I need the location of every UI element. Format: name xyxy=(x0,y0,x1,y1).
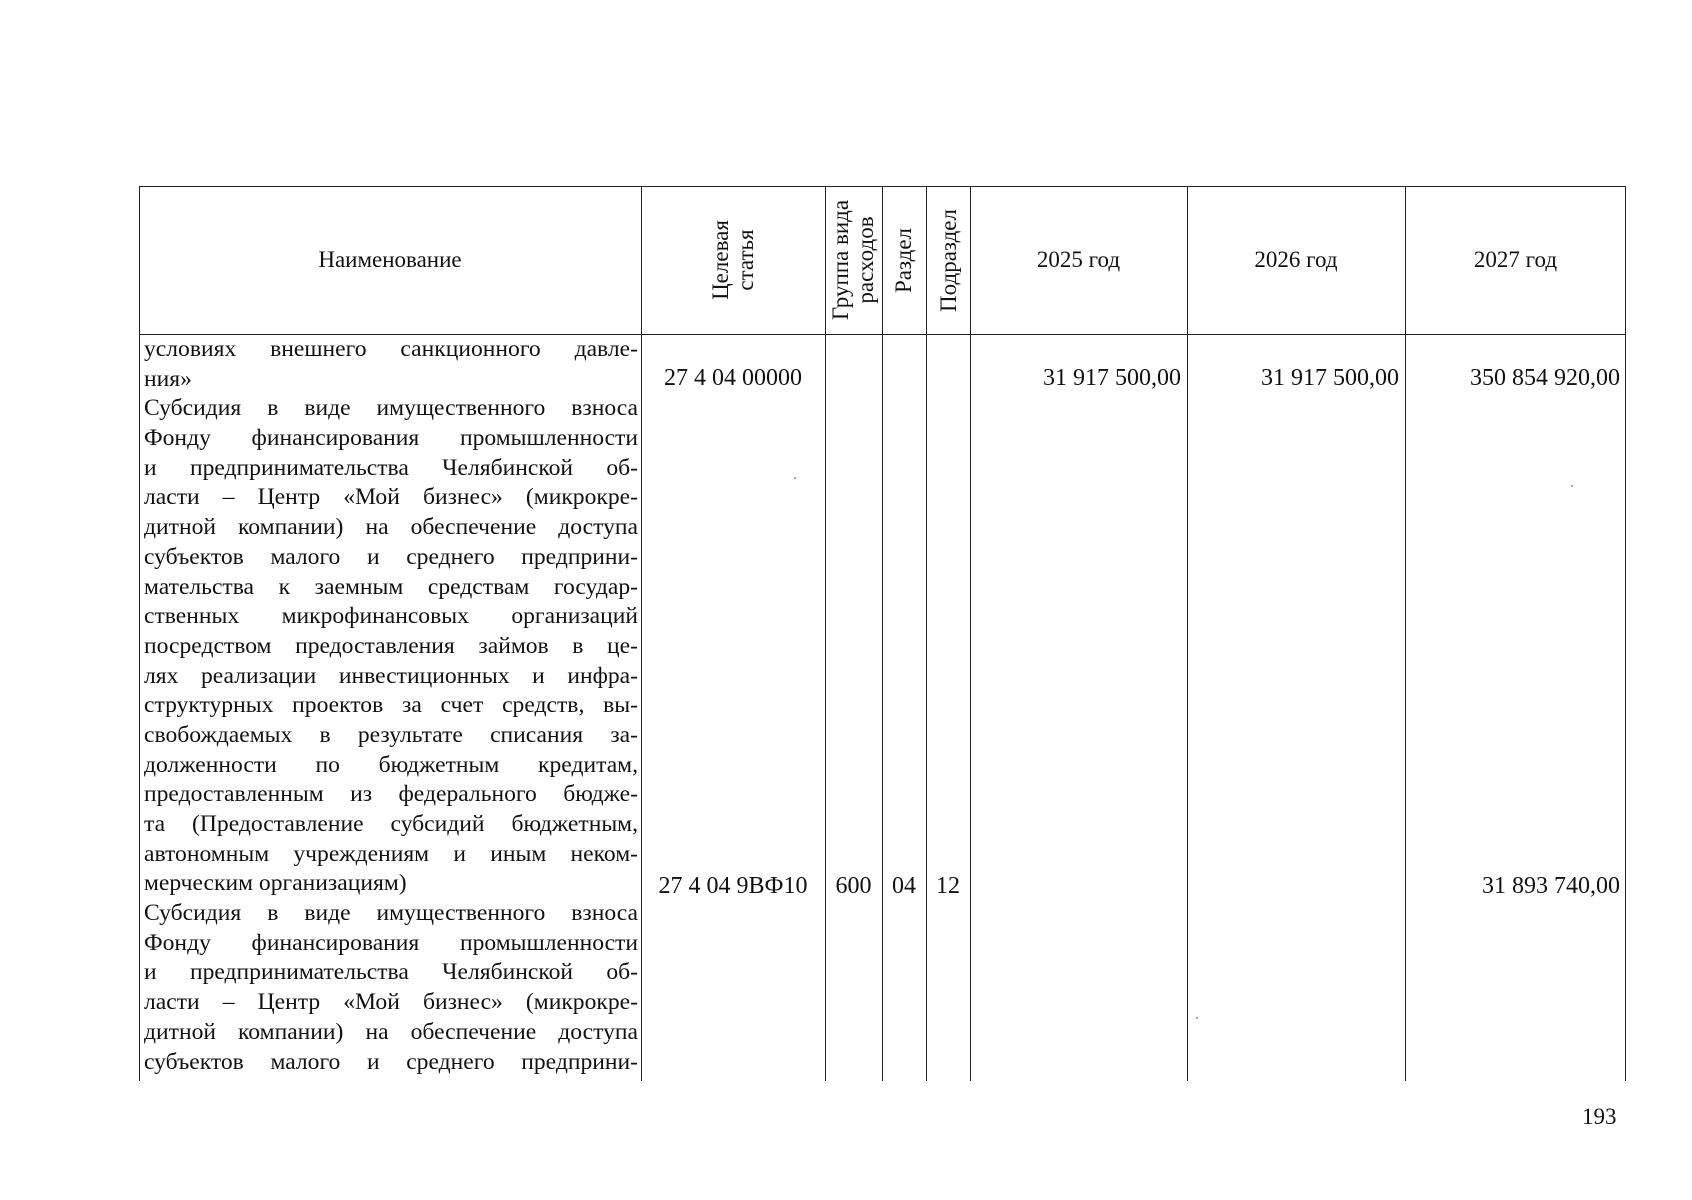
page-number: 193 xyxy=(1582,1104,1617,1129)
row1-2025-amount: 31 917 500,00 xyxy=(1043,365,1181,391)
name-text-line: ственных микрофинансовых организаций xyxy=(144,603,638,630)
header-year-2025 xyxy=(970,186,1187,334)
name-text-line: предоставленным из федерального бюдже- xyxy=(144,781,638,808)
header-target-article-text: Целевая статья xyxy=(707,220,758,300)
header-name-text: Наименование xyxy=(318,247,462,272)
name-text-line: автономным учреждениям и иным неком- xyxy=(144,840,638,867)
name-text-line: субъектов малого и среднего предприни- xyxy=(144,1048,638,1075)
name-text-line: Субсидия в виде имущественного взноса xyxy=(144,900,638,927)
header-subsection-text: Подраздел xyxy=(935,208,961,312)
header-subsection xyxy=(926,186,970,334)
row1-2026-amount: 31 917 500,00 xyxy=(1261,365,1399,391)
name-text-line: ния» xyxy=(144,365,192,392)
row2-expense-group: 600 xyxy=(835,873,872,899)
header-year-2026-text: 2026 год xyxy=(1254,247,1338,272)
header-year-2026 xyxy=(1187,186,1405,334)
header-section-text: Раздел xyxy=(891,227,917,293)
name-text-line: мательства к заемным средствам государ- xyxy=(144,573,638,600)
name-text-line: субъектов малого и среднего предприни- xyxy=(144,543,638,570)
name-text-line: посредством предоставления займов в це- xyxy=(144,632,638,659)
scan-speck xyxy=(1571,485,1573,487)
name-text-line: ласти – Центр «Мой бизнес» (микрокре- xyxy=(144,484,638,511)
header-year-2027-text: 2027 год xyxy=(1473,247,1558,272)
name-text-line: и предпринимательства Челябинской об- xyxy=(144,959,638,986)
name-text-line: та (Предоставление субсидий бюджетным, xyxy=(144,811,638,837)
name-text-line: и предпринимательства Челябинской об- xyxy=(144,454,638,481)
scan-speck xyxy=(1196,1017,1198,1019)
row2-2027-amount: 31 893 740,00 xyxy=(1482,873,1620,899)
row1-2027-amount: 350 854 920,00 xyxy=(1470,365,1620,391)
scan-speck xyxy=(794,477,796,479)
header-year-2025-text: 2025 год xyxy=(1036,247,1121,272)
name-text-line: условиях внешнего санкционного давле- xyxy=(144,336,638,362)
name-text-line: ласти – Центр «Мой бизнес» (микрокре- xyxy=(144,989,638,1016)
name-text-line: дитной компании) на обеспечение доступа xyxy=(144,514,638,541)
header-expense-group xyxy=(825,186,882,334)
row2-section: 04 xyxy=(892,873,916,899)
row1-target-article: 27 4 04 00000 xyxy=(664,365,802,391)
header-name xyxy=(139,186,641,334)
header-target-article xyxy=(641,186,825,334)
header-section xyxy=(882,186,926,334)
name-text-line: Фонду финансирования промышленности xyxy=(144,425,638,452)
name-text-line: структурных проектов за счет средств, вы- xyxy=(144,692,638,719)
name-column-text xyxy=(144,335,638,1077)
name-text-line: долженности по бюджетным кредитам, xyxy=(144,751,638,778)
row2-target-article: 27 4 04 9ВФ10 xyxy=(658,873,808,899)
name-text-line: мерческим организациям) xyxy=(144,870,407,897)
name-text-line: Субсидия в виде имущественного взноса xyxy=(144,395,638,422)
header-expense-group-text: Группа вида расходов xyxy=(828,199,879,321)
header-year-2027 xyxy=(1405,186,1626,334)
name-text-line: Фонду финансирования промышленности xyxy=(144,929,638,956)
name-text-line: лях реализации инвестиционных и инфра- xyxy=(144,662,638,689)
name-text-line: свобождаемых в результате списания за- xyxy=(144,721,638,748)
row2-subsection: 12 xyxy=(936,873,960,899)
name-text-line: дитной компании) на обеспечение доступа xyxy=(144,1018,638,1045)
